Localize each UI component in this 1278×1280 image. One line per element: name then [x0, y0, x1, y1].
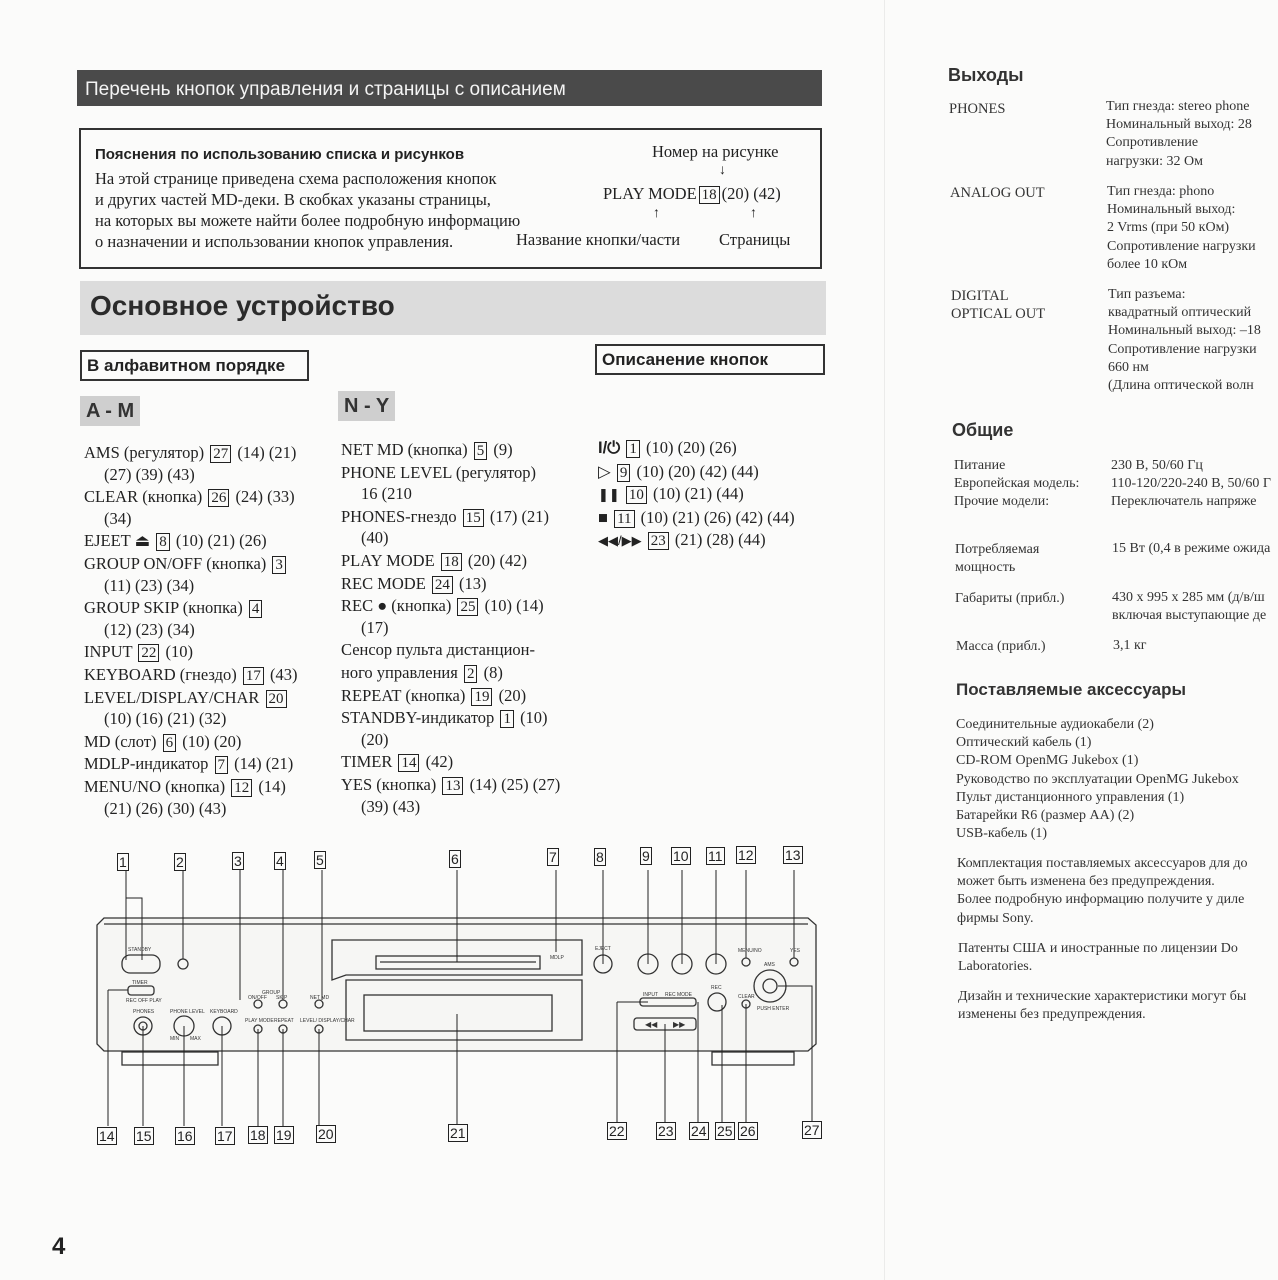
accessories-heading: Поставляемые аксессуары [956, 680, 1186, 699]
md-deck-front-panel-diagram [0, 840, 840, 1160]
legend-arrow-down: ↓ [719, 163, 726, 178]
list-item: NET MD (кнопка) 5 (9) [341, 440, 513, 459]
label-rec-off-play: REC OFF PLAY [126, 998, 162, 1004]
label-rec-mode: REC MODE [665, 992, 692, 998]
list-item: AMS (регулятор) 27 (14) (21) (27) (39) (43) [84, 443, 297, 484]
callout-number: 17 [217, 1128, 233, 1144]
label-input: INPUT [643, 992, 658, 998]
list-item: KEYBOARD (гнездо) 17 (43) [84, 664, 298, 684]
label-net-md: NET MD [310, 995, 330, 1001]
label-push-enter: PUSH ENTER [757, 1006, 790, 1012]
callout-number: 13 [785, 847, 801, 863]
label-eject: EJECT [595, 946, 611, 952]
list-item: YES (кнопка) 13 (14) (25) (27) (39) (43) [341, 774, 561, 816]
spec-label: Масса (прибл.) [956, 639, 1046, 654]
callout-number: 7 [549, 849, 557, 865]
callout-number: 2 [176, 854, 184, 870]
label-phone-level: PHONE LEVEL [170, 1009, 205, 1015]
list-item: Соединительные аудиокабели (2) [956, 717, 1154, 732]
general-heading: Общие [952, 420, 1014, 440]
label-max: MAX [190, 1036, 201, 1042]
explanation-line: о назначении и использовании кнопок управления. [95, 232, 454, 251]
label-phones: PHONES [133, 1009, 155, 1015]
list-item: ❚❚ 10 (10) (21) (44) [598, 484, 744, 504]
callout-number: 10 [673, 848, 689, 864]
callout-number: 21 [450, 1125, 466, 1141]
list-item: INPUT 22 (10) [84, 642, 194, 662]
main-section-title: Основное устройство [90, 290, 395, 321]
index-list-symbols [598, 437, 828, 553]
list-item: ◀◀/▶▶ 23 (21) (28) (44) [598, 530, 766, 550]
page-number: 4 [52, 1233, 66, 1260]
section-header-title: Перечень кнопок управления и страницы с описанием [85, 79, 566, 100]
legend-example-name: PLAY MODE [603, 184, 697, 203]
list-item: USB-кабель (1) [956, 826, 1048, 842]
callout-number: 27 [804, 1122, 820, 1138]
label-ams: AMS [764, 962, 775, 968]
callout-number: 16 [177, 1128, 193, 1144]
group-header-a-m: A - M [80, 396, 140, 426]
label-mdlp: MDLP [550, 955, 564, 961]
skip-forward-icon: ▶▶ [673, 1020, 686, 1029]
group-header-n-y: N - Y [338, 391, 395, 421]
spec-value: 230 В, 50/60 Гц 110-120/220-240 В, 50/60 Г Переключатель напряже [1111, 458, 1272, 510]
callout-number: 25 [717, 1123, 733, 1139]
legend-example-pages: (20) (42) [721, 184, 781, 203]
list-item: GROUP ON/OFF (кнопка) 3 (11) (23) (34) [84, 553, 334, 596]
legend-arrow-up: ↑ [750, 206, 757, 221]
legend-number-label: Номер на рисунке [652, 142, 779, 161]
legend-button-label: Название кнопки/части [516, 230, 681, 249]
callout-number: 6 [451, 851, 459, 867]
index-list-a-m [84, 442, 334, 820]
callout-number: 24 [691, 1123, 707, 1139]
label-play-mode: PLAY MODE [245, 1018, 274, 1024]
callout-number: 5 [316, 852, 324, 868]
legend-example-box: 18 [699, 186, 720, 204]
page-gutter [884, 0, 885, 1280]
deck-foot [712, 1052, 794, 1065]
deck-foot [122, 1052, 218, 1065]
list-item: REC MODE 24 (13) [341, 573, 487, 593]
list-item: Оптический кабель (1) [956, 735, 1092, 751]
list-item: REPEAT (кнопка) 19 (20) [341, 685, 527, 705]
callout-number: 3 [234, 853, 242, 869]
section-header-bar [77, 70, 822, 106]
callout-number: 12 [738, 847, 754, 863]
note-paragraph: Комплектация поставляемых аксессуаров для до может быть изменена без предупреждения. Более подробную информацию получите у диле фирмы Sony. [957, 856, 1248, 926]
spec-value: 15 Вт (0,4 в режиме ожида [1112, 541, 1271, 556]
alphabetical-label: В алфавитном порядке [80, 350, 309, 381]
label-repeat: REPEAT [274, 1018, 294, 1024]
callout-number: 22 [609, 1123, 625, 1139]
explanation-line: и других частей MD-деки. В скобках указаны страницы, [95, 190, 491, 209]
list-item: STANDBY-индикатор 1 (10) (20) [341, 708, 548, 749]
list-item: MD (слот) 6 (10) (20) [84, 731, 242, 751]
callout-number: 26 [740, 1123, 756, 1139]
spec-label: Потребляемая мощность [955, 542, 1040, 576]
label-keyboard: KEYBOARD [210, 1009, 238, 1015]
callout-number: 11 [708, 848, 723, 864]
spec-value: Тип гнезда: phono Номинальный выход: 2 Vrms (при 50 кОм) Сопротивление нагрузки более 10 кОм [1107, 184, 1256, 272]
list-item: PHONE LEVEL (регулятор) 16 (210 [341, 462, 537, 504]
list-item: ного управления 2 (8) [341, 662, 503, 682]
label-menu-no: MENU/NO [738, 948, 762, 954]
explanation-title: Пояснения по использованию списка и рисунков [95, 146, 465, 163]
spec-label: ANALOG OUT [950, 185, 1045, 201]
list-item: LEVEL/DISPLAY/CHAR 20 (10) (16) (21) (32) [84, 687, 334, 730]
list-item: TIMER 14 (42) [341, 752, 454, 772]
spec-label: Габариты (прибл.) [955, 591, 1065, 606]
explanation-box [79, 128, 822, 269]
index-list-n-y [341, 439, 591, 818]
note-paragraph: Дизайн и технические характеристики могут бы изменены без предупреждения. [958, 989, 1247, 1023]
list-item: Пульт дистанционного управления (1) [956, 789, 1185, 805]
spec-label: Питание Европейская модель: Прочие модели: [954, 458, 1080, 510]
callout-number: 15 [136, 1128, 152, 1144]
label-on-off: ON/OFF [248, 995, 267, 1001]
spec-value: Тип разъема: квадратный оптический Номинальный выход: –18 Сопротивление нагрузки 660 нм (Длина оптической волн [1108, 287, 1261, 394]
list-item: PLAY MODE 18 (20) (42) [341, 550, 528, 570]
legend-example [603, 184, 781, 204]
spec-label: PHONES [949, 101, 1006, 117]
spec-value: 3,1 кг [1113, 638, 1147, 653]
callout-number: 23 [658, 1123, 674, 1139]
accessories-list [956, 716, 1239, 843]
label-timer: TIMER [132, 980, 148, 986]
list-item: Сенсор пульта дистанцион- [341, 640, 536, 660]
explanation-line: на которых вы можете найти более подробную информацию [95, 211, 521, 230]
list-item: PHONES-гнездо 15 (17) (21) (40) [341, 506, 550, 548]
label-clear: CLEAR [738, 994, 755, 1000]
list-item: Руководство по эксплуатации OpenMG Jukebox [956, 771, 1239, 787]
label-level-display: LEVEL/ DISPLAY/CHAR [300, 1018, 355, 1024]
list-item: CD-ROM OpenMG Jukebox (1) [956, 753, 1139, 769]
button-description-label: Описанение кнопок [595, 344, 825, 375]
label-rec: REC [711, 985, 722, 991]
callout-number: 4 [276, 853, 284, 869]
list-item: I/⏻ 1 (10) (20) (26) [598, 438, 737, 457]
explanation-line: На этой странице приведена схема расположения кнопок [95, 169, 497, 188]
callout-number: 8 [596, 849, 604, 865]
label-standby: STANDBY [128, 947, 152, 953]
list-item: CLEAR (кнопка) 26 (24) (33) (34) [84, 487, 295, 528]
note-paragraph: Патенты США и иностранные по лицензии Do Laboratories. [958, 941, 1238, 975]
main-section-banner [80, 281, 826, 335]
list-item: Батарейки R6 (размер АА) (2) [956, 808, 1135, 824]
callout-number: 1 [119, 854, 127, 870]
callout-number: 14 [99, 1128, 115, 1144]
callout-number: 19 [276, 1127, 292, 1143]
spec-value: 430 х 995 х 285 мм (д/в/ш включая выступающие де [1112, 590, 1267, 624]
outputs-heading: Выходы [948, 65, 1024, 85]
list-item: ▷ 9 (10) (20) (42) (44) [598, 461, 759, 481]
label-min: MIN [170, 1036, 180, 1042]
callout-number: 20 [318, 1126, 334, 1142]
list-item: GROUP SKIP (кнопка) 4 (12) (23) (34) [84, 597, 334, 640]
label-skip: SKIP [276, 995, 288, 1001]
list-item: REC ● (кнопка) 25 (10) (14) (17) [341, 596, 544, 637]
list-item: MENU/NO (кнопка) 12 (14) (21) (26) (30) (43) [84, 776, 286, 818]
spec-value: Тип гнезда: stereo phone Номинальный выход: 28 Сопротивление нагрузки: 32 Ом [1106, 99, 1252, 169]
label-yes: YES [790, 948, 801, 954]
callout-number: 9 [642, 848, 650, 864]
spec-label: DIGITAL OPTICAL OUT [951, 288, 1046, 322]
list-item: EJEET ⏏ 8 (10) (21) (26) [84, 531, 267, 551]
callout-number: 18 [250, 1127, 266, 1143]
label-group: GROUP [262, 990, 281, 996]
legend-pages-label: Страницы [719, 230, 791, 249]
legend-arrow-up: ↑ [653, 206, 660, 221]
list-item: ■ 11 (10) (21) (26) (42) (44) [598, 507, 795, 527]
explanation-text [95, 168, 580, 252]
list-item: MDLP-индикатор 7 (14) (21) [84, 754, 294, 774]
skip-back-icon: ◀◀ [645, 1020, 658, 1029]
